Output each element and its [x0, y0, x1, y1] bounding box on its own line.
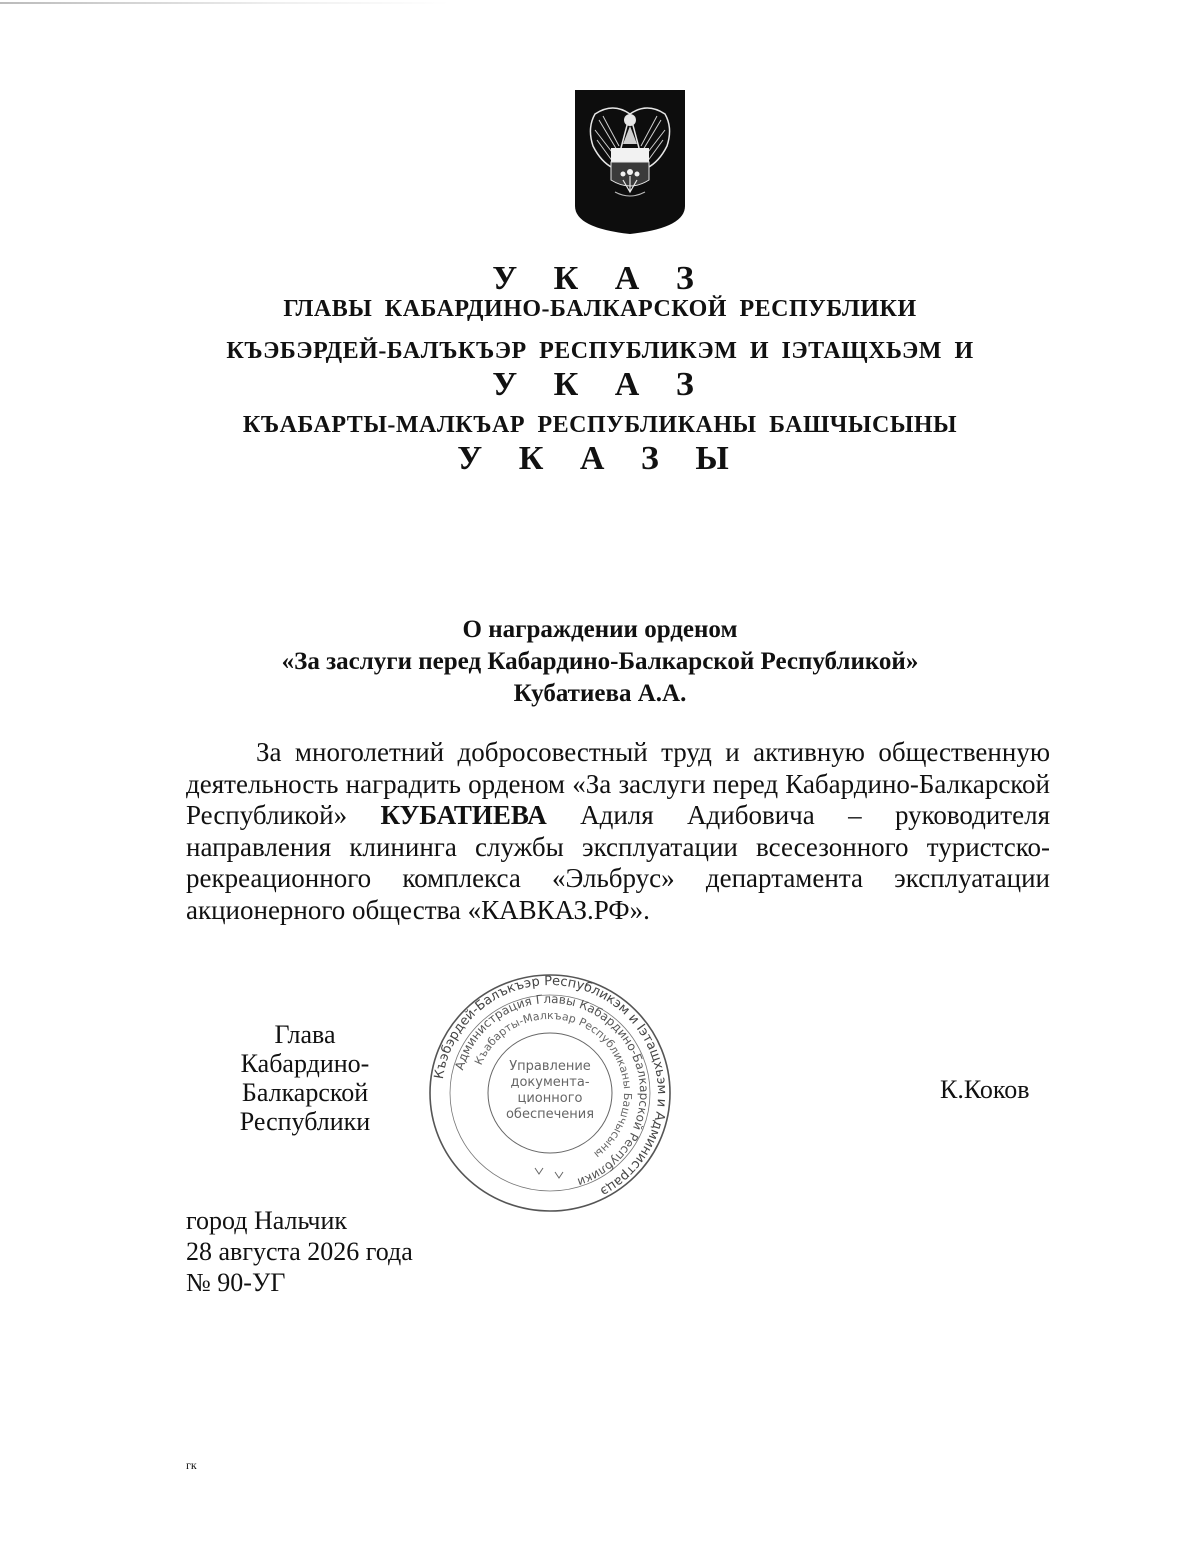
official-seal-stamp [425, 968, 675, 1218]
stamp-middle-text: Администрация Главы Кабардино-Балкарской Республики [452, 991, 652, 1190]
stamp-center-line-3: ционного [517, 1091, 583, 1106]
signer-name: К.Коков [940, 1075, 1030, 1104]
document-title-line3: Кубатиева А.А. [513, 680, 687, 707]
header-ukaz-krc: У К А З Ы [457, 440, 743, 477]
decree-body [186, 737, 1050, 926]
body-text-before-name: За многолетний добросовестный труд и активную общественную деятельность наградить орденом «За заслуги перед Кабардино-Балкарской Республикой» [186, 737, 1050, 830]
awardee-surname: КУБАТИЕВА [380, 800, 547, 830]
stamp-inner-text: Къабарты-Малкъар Республиканы Башчысыны [471, 1008, 635, 1161]
header-line-ru: ГЛАВЫ КАБАРДИНО-БАЛКАРСКОЙ РЕСПУБЛИКИ [283, 296, 917, 322]
position-line-1: Глава [274, 1020, 336, 1049]
document-title-line1: О награждении орденом [462, 616, 738, 643]
decree-paragraph [186, 737, 1050, 926]
decree-place-date [186, 1205, 413, 1298]
executor-initials: гк [186, 1458, 197, 1472]
coat-of-arms-icon [573, 88, 687, 235]
position-line-2: Кабардино-Балкарской [240, 1049, 370, 1107]
decree-city: город Нальчик [186, 1206, 348, 1235]
stamp-center-line-1: Управление [509, 1059, 591, 1074]
signatory-position [180, 1020, 430, 1136]
stamp-outer-text: Къэбэрдей-Балъкъэр Республикэм и Iэтащхьэм и Администрацэ [431, 973, 670, 1199]
header-line-krc: КЪАБАРТЫ-МАЛКЪАР РЕСПУБЛИКАНЫ БАШЧЫСЫНЫ [242, 412, 958, 438]
stamp-center-line-4: обеспечения [505, 1107, 595, 1122]
document-title-line2: «За заслуги перед Кабардино-Балкарской Республикой» [281, 648, 919, 675]
scan-edge-line [0, 2, 450, 4]
position-line-3: Республики [239, 1107, 371, 1136]
stamp-center-line-2: документа- [510, 1075, 590, 1090]
body-text-after-name: Адиля Адибовича – руководителя направления клининга службы эксплуатации всесезонного туристско-рекреационного комплекса «Эльбрус» департамента эксплуатации акционерного общества «КАВКАЗ.РФ». [186, 800, 1050, 925]
header-ukaz-kbd: У К А З [492, 366, 708, 403]
decree-date: 28 августа 2026 года [186, 1237, 413, 1266]
header-line-kbd: КЪЭБЭРДЕЙ-БАЛЪКЪЭР РЕСПУБЛИКЭМ И IЭТАЩХЬЭМ И [226, 338, 974, 364]
header-ukaz-ru: У К А З [492, 260, 708, 297]
decree-number: № 90-УГ [186, 1268, 286, 1297]
